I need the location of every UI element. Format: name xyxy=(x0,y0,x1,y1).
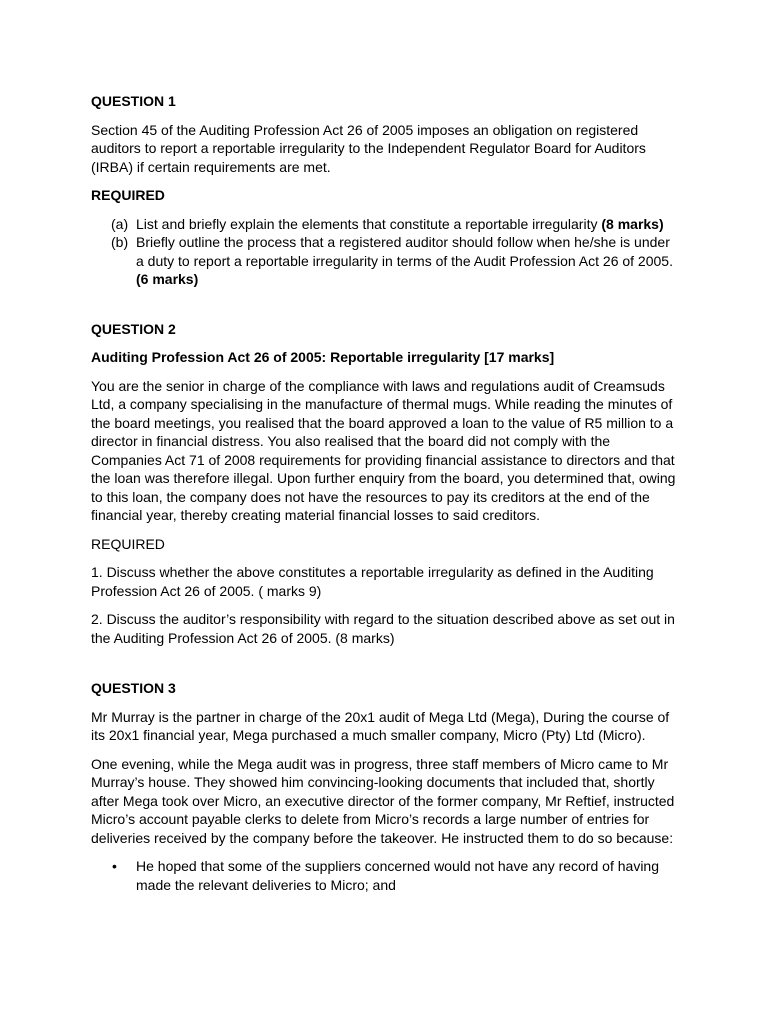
question-3-heading: QUESTION 3 xyxy=(91,680,176,696)
question-1-list xyxy=(91,215,681,289)
list-item-marks: (6 marks) xyxy=(136,271,199,287)
bullet-list-item xyxy=(91,857,681,894)
question-3-para-2: One evening, while the Mega audit was in progress, three staff members of Micro came to Mr Murray’s house. They showed him convincing-looking documents that included that, shortly after Mega took over Micro, an executive director of the former company, Mr Reftief, instructed Micro’s account payable clerks to delete from Micro’s records a large number of entries for deliveries received by the company before the takeover. He instructed them to do so because: xyxy=(91,755,675,846)
question-2-scenario: You are the senior in charge of the compliance with laws and regulations audit of Creamsuds Ltd, a company specialising in the manufacture of thermal mugs. While reading the minutes of the board meetings, you realised that the board approved a loan to the value of R5 million to a director in financial distress. You also realised that the board did not comply with the Companies Act 71 of 2008 requirements for providing financial assistance to directors and that the loan was therefore illegal. Upon further enquiry from the board, you determined that, owing to this loan, the company does not have the resources to pay its creditors at the end of the financial year, thereby creating material financial losses to said creditors. xyxy=(91,377,676,523)
question-2-task-1: 1. Discuss whether the above constitutes a reportable irregularity as defined in the Auditing Profession Act 26 of 2005. ( marks 9) xyxy=(91,564,654,599)
question-2 xyxy=(91,320,681,648)
question-3-para-1: Mr Murray is the partner in charge of the 20x1 audit of Mega Ltd (Mega), During the course of its 20x1 financial year, Mega purchased a much smaller company, Micro (Pty) Ltd (Micro). xyxy=(91,708,670,743)
question-1-intro: Section 45 of the Auditing Profession Act 26 of 2005 imposes an obligation on registered auditors to report a reportable irregularity to the Independent Regulator Board for Auditors (IRBA) if certain requirements are met. xyxy=(91,121,646,175)
document-page xyxy=(91,92,681,894)
list-item-text: Briefly outline the process that a registered auditor should follow when he/she is under a duty to report a reportable irregularity in terms of the Audit Profession Act 26 of 2005. xyxy=(136,234,673,269)
question-2-task-2: 2. Discuss the auditor’s responsibility with regard to the situation described above as set out in the Auditing Profession Act 26 of 2005. (8 marks) xyxy=(91,611,675,646)
list-marker: (b) xyxy=(111,234,129,250)
question-1-required-label: REQUIRED xyxy=(91,187,165,203)
bullet-icon: • xyxy=(112,858,117,874)
question-2-subheading: Auditing Profession Act 26 of 2005: Reportable irregularity [17 marks] xyxy=(91,349,555,365)
list-item xyxy=(91,233,681,289)
question-1-heading: QUESTION 1 xyxy=(91,93,176,109)
list-item-text: List and briefly explain the elements that constitute a reportable irregularity xyxy=(136,215,598,232)
question-3 xyxy=(91,679,681,894)
bullet-text: He hoped that some of the suppliers concerned would not have any record of having made the relevant deliveries to Micro; and xyxy=(136,858,659,893)
list-marker: (a) xyxy=(111,215,129,232)
question-1 xyxy=(91,92,681,289)
list-item-marks: (8 marks) xyxy=(601,215,664,232)
list-item-body xyxy=(136,233,681,289)
list-item xyxy=(91,215,681,234)
question-2-required-label: REQUIRED xyxy=(91,535,165,552)
list-item-body xyxy=(136,215,681,234)
question-2-heading: QUESTION 2 xyxy=(91,320,176,337)
